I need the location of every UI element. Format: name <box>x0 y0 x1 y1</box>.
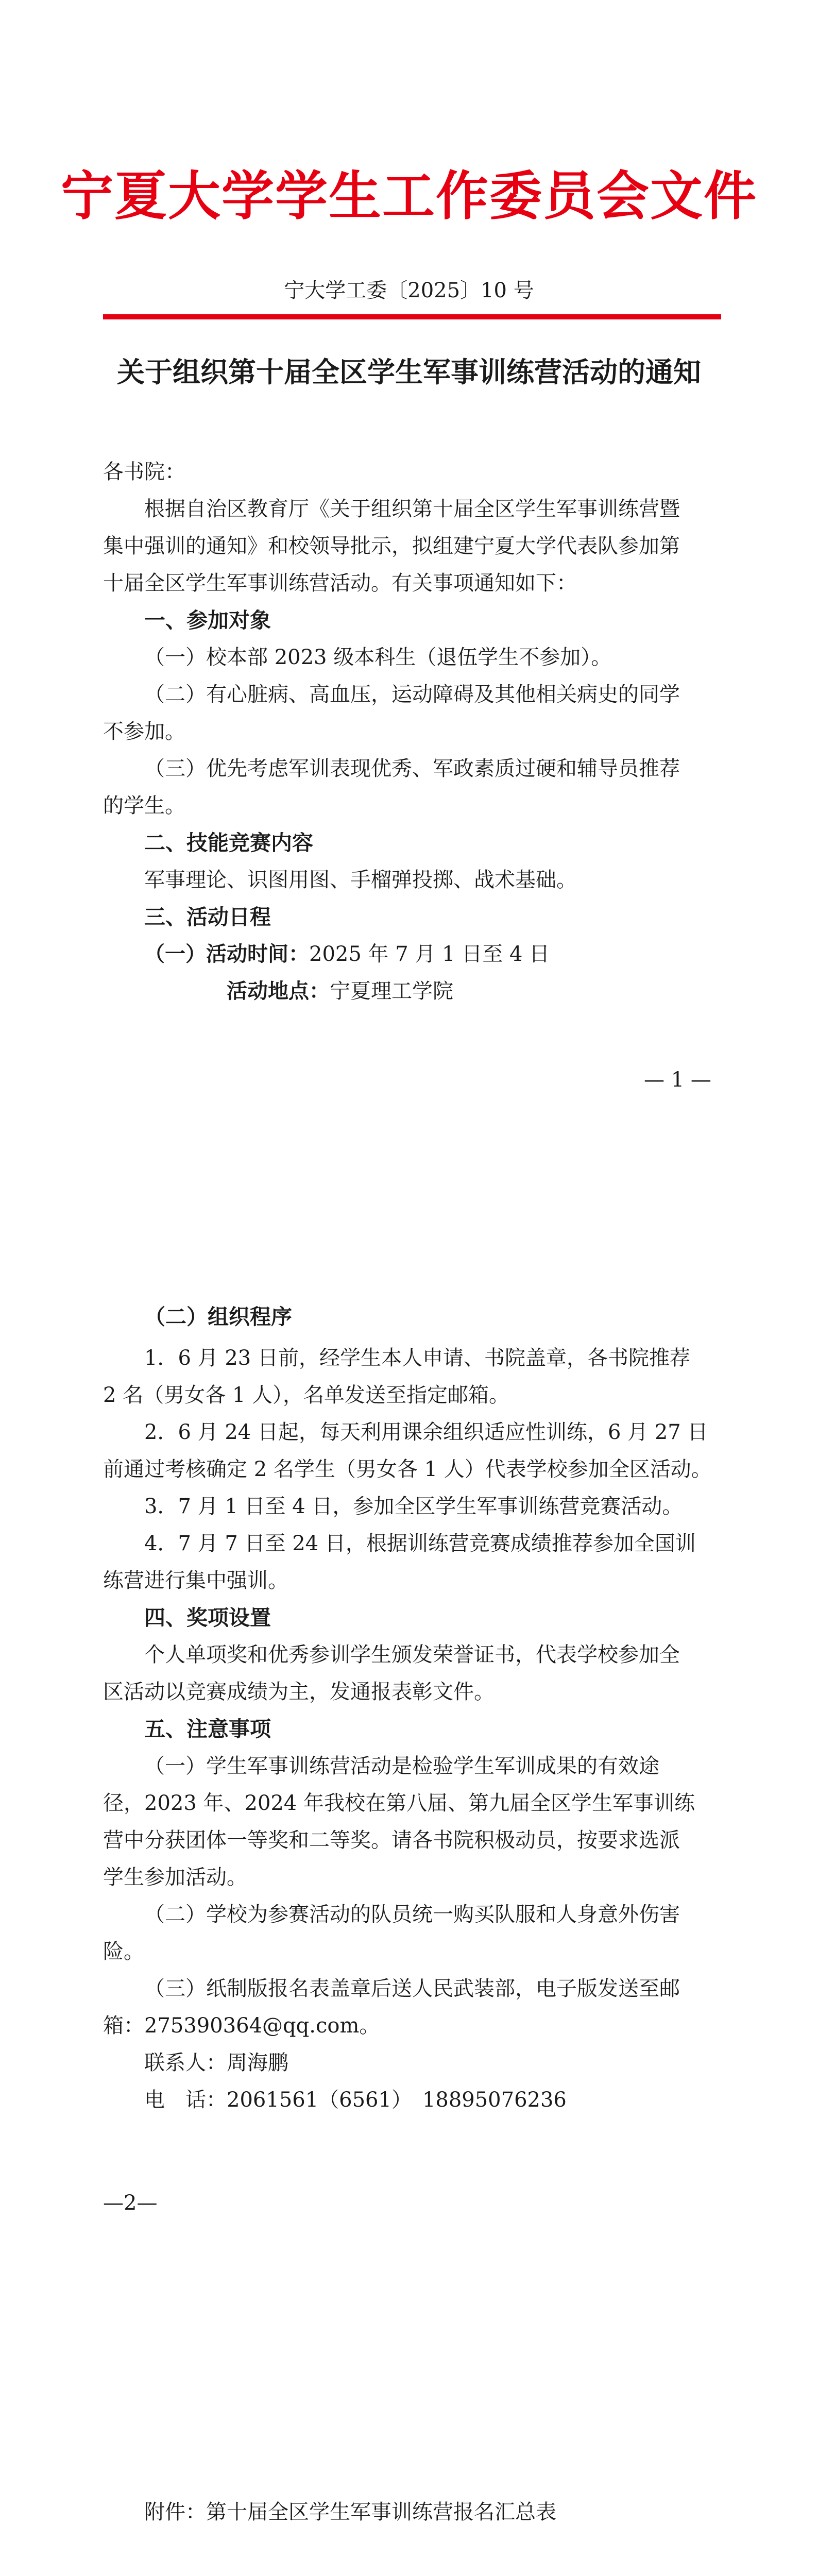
phone-value: 2061561（6561） 18895076236 <box>227 2088 567 2112</box>
note-2-line-2: 险。 <box>103 1940 144 1963</box>
s1-item-3-line-1: （三）优先考虑军训表现优秀、军政素质过硬和辅导员推荐 <box>144 757 680 781</box>
note-3-line-1: （三）纸制版报名表盖章后送人民武装部，电子版发送至邮 <box>144 1977 680 2001</box>
s4-line-2: 区活动以竞赛成绩为主，发通报表彰文件。 <box>103 1680 495 1704</box>
step-4-line-2: 练营进行集中强训。 <box>103 1569 288 1592</box>
section-1-heading: 一、参加对象 <box>144 608 271 633</box>
org-header-title: 宁夏大学学生工作委员会文件 <box>61 165 757 227</box>
s3-time-value: 2025 年 7 月 1 日至 4 日 <box>309 942 550 966</box>
intro-line-3: 十届全区学生军事训练营活动。有关事项通知如下： <box>103 571 577 595</box>
note-1-line-3: 营中分获团体一等奖和二等奖。请各书院积极动员，按要求选派 <box>103 1828 680 1852</box>
note-1-line-2: 径，2023 年、2024 年我校在第八届、第九届全区学生军事训练 <box>103 1791 695 1815</box>
salutation: 各书院： <box>103 460 185 484</box>
contact-person <box>144 2044 288 2081</box>
note-3-line-2: 箱：275390364@qq.com。 <box>103 2014 380 2038</box>
intro-line-2: 集中强训的通知》和校领导批示，拟组建宁夏大学代表队参加第 <box>103 534 680 558</box>
step-3: 3．7 月 1 日至 4 日，参加全区学生军事训练营竞赛活动。 <box>144 1495 683 1518</box>
notice-title: 关于组织第十届全区学生军事训练营活动的通知 <box>117 355 701 388</box>
s3-sub-2-heading: （二）组织程序 <box>144 1304 292 1329</box>
s1-item-1: （一）校本部 2023 级本科生（退伍学生不参加）。 <box>144 646 612 669</box>
page-number-2: —2— <box>103 2191 158 2215</box>
document-number: 宁大学工委〔2025〕10 号 <box>284 279 534 302</box>
s4-line-1: 个人单项奖和优秀参训学生颁发荣誉证书，代表学校参加全 <box>144 1643 680 1667</box>
section-4-heading: 四、奖项设置 <box>144 1605 271 1630</box>
section-2-heading: 二、技能竞赛内容 <box>144 831 313 855</box>
s3-time-label: （一）活动时间： <box>144 942 309 966</box>
s3-place-label: 活动地点： <box>227 979 330 1003</box>
contact-phone <box>144 2081 567 2119</box>
contact-name: 周海鹏 <box>227 2051 288 2075</box>
note-1-line-4: 学生参加活动。 <box>103 1866 247 1889</box>
section-3-heading: 三、活动日程 <box>144 905 271 929</box>
intro-line-1: 根据自治区教育厅《关于组织第十届全区学生军事训练营暨 <box>144 497 680 521</box>
s3-activity-place <box>227 973 453 1010</box>
s2-text: 军事理论、识图用图、手榴弹投掷、战术基础。 <box>144 868 577 892</box>
page-number-1: — 1 — <box>644 1068 711 1092</box>
contact-label: 联系人： <box>144 2051 227 2075</box>
s1-item-3-line-2: 的学生。 <box>103 794 185 818</box>
step-1-line-1: 1．6 月 23 日前，经学生本人申请、书院盖章，各书院推荐 <box>144 1346 690 1370</box>
section-5-heading: 五、注意事项 <box>144 1717 271 1741</box>
phone-label: 电 话： <box>144 2088 227 2112</box>
step-1-line-2: 2 名（男女各 1 人），名单发送至指定邮箱。 <box>103 1383 510 1407</box>
s3-activity-time <box>144 936 550 973</box>
note-2-line-1: （二）学校为参赛活动的队员统一购买队服和人身意外伤害 <box>144 1903 680 1926</box>
attachment-note: 附件：第十届全区学生军事训练营报名汇总表 <box>144 2500 556 2524</box>
red-divider <box>103 314 721 319</box>
step-2-line-1: 2．6 月 24 日起，每天利用课余组织适应性训练，6 月 27 日 <box>144 1420 708 1444</box>
s1-item-2-line-2: 不参加。 <box>103 720 185 743</box>
step-4-line-1: 4．7 月 7 日至 24 日，根据训练营竞赛成绩推荐参加全国训 <box>144 1532 696 1555</box>
step-2-line-2: 前通过考核确定 2 名学生（男女各 1 人）代表学校参加全区活动。 <box>103 1458 712 1481</box>
note-1-line-1: （一）学生军事训练营活动是检验学生军训成果的有效途 <box>144 1754 659 1778</box>
s3-place-value: 宁夏理工学院 <box>330 979 453 1003</box>
s1-item-2-line-1: （二）有心脏病、高血压，运动障碍及其他相关病史的同学 <box>144 683 680 706</box>
